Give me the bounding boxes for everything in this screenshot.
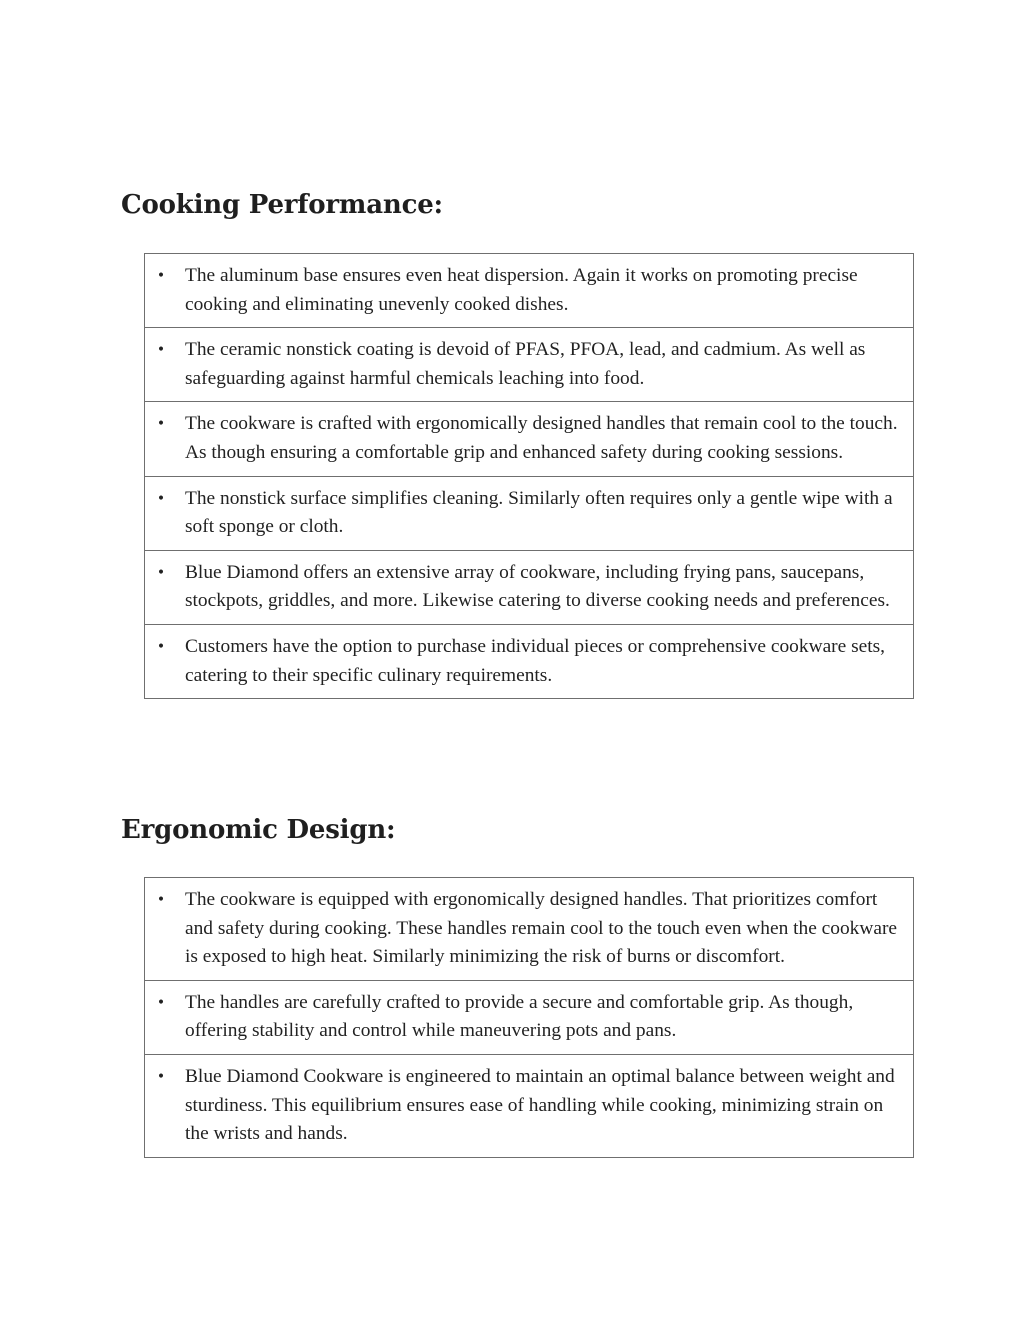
ergonomic-design-table xyxy=(144,877,914,1158)
bullet-icon: • xyxy=(156,892,166,908)
table-row xyxy=(145,625,913,699)
bullet-icon: • xyxy=(156,268,166,284)
list-item-text: Blue Diamond Cookware is engineered to maintain an optimal balance between weight and sturdiness. This equilibrium ensures ease of handling while cooking, minimizing strain on the wrists and hands. xyxy=(185,1065,895,1145)
cooking-performance-table xyxy=(144,253,914,699)
table-row xyxy=(145,402,913,476)
table-row xyxy=(145,878,913,981)
table-row xyxy=(145,981,913,1055)
table-row xyxy=(145,477,913,551)
bullet-icon: • xyxy=(156,342,166,359)
bullet-icon: • xyxy=(156,564,166,581)
section-heading-ergonomic-design: Ergonomic Design: xyxy=(121,815,396,845)
list-item-text: The ceramic nonstick coating is devoid of PFAS, PFOA, lead, and cadmium. As well as safeguarding against harmful chemicals leaching into food. xyxy=(185,339,866,389)
list-item-text: The cookware is equipped with ergonomically designed handles. That prioritizes comfort and safety during cooking. These handles remain cool to the touch even when the cookware is exposed to high heat. Similarly minimizing the risk of burns or discomfort. xyxy=(185,889,898,968)
list-item-text: The cookware is crafted with ergonomically designed handles that remain cool to the touch. As though ensuring a comfortable grip and enhanced safety during cooking sessions. xyxy=(185,413,898,463)
section-heading-cooking-performance: Cooking Performance: xyxy=(121,190,443,220)
bullet-icon: • xyxy=(156,416,166,433)
table-row xyxy=(145,254,913,328)
bullet-icon: • xyxy=(156,490,166,507)
bullet-icon: • xyxy=(156,994,166,1011)
list-item-text: The handles are carefully crafted to provide a secure and comfortable grip. As though, offering stability and control while maneuvering pots and pans. xyxy=(185,991,854,1042)
bullet-icon: • xyxy=(156,1068,166,1085)
table-row xyxy=(145,328,913,402)
list-item-text: Customers have the option to purchase individual pieces or comprehensive cookware sets, catering to their specific culinary requirements. xyxy=(185,635,886,686)
table-row xyxy=(145,1055,913,1158)
list-item-text: The nonstick surface simplifies cleaning. Similarly often requires only a gentle wipe with a soft sponge or cloth. xyxy=(185,487,893,538)
list-item-text: Blue Diamond offers an extensive array of cookware, including frying pans, saucepans, stockpots, griddles, and more. Likewise catering to diverse cooking needs and preferences. xyxy=(185,561,890,612)
bullet-icon: • xyxy=(156,638,166,655)
table-row xyxy=(145,551,913,625)
list-item-text: The aluminum base ensures even heat dispersion. Again it works on promoting precise cooking and eliminating unevenly cooked dishes. xyxy=(185,265,858,315)
